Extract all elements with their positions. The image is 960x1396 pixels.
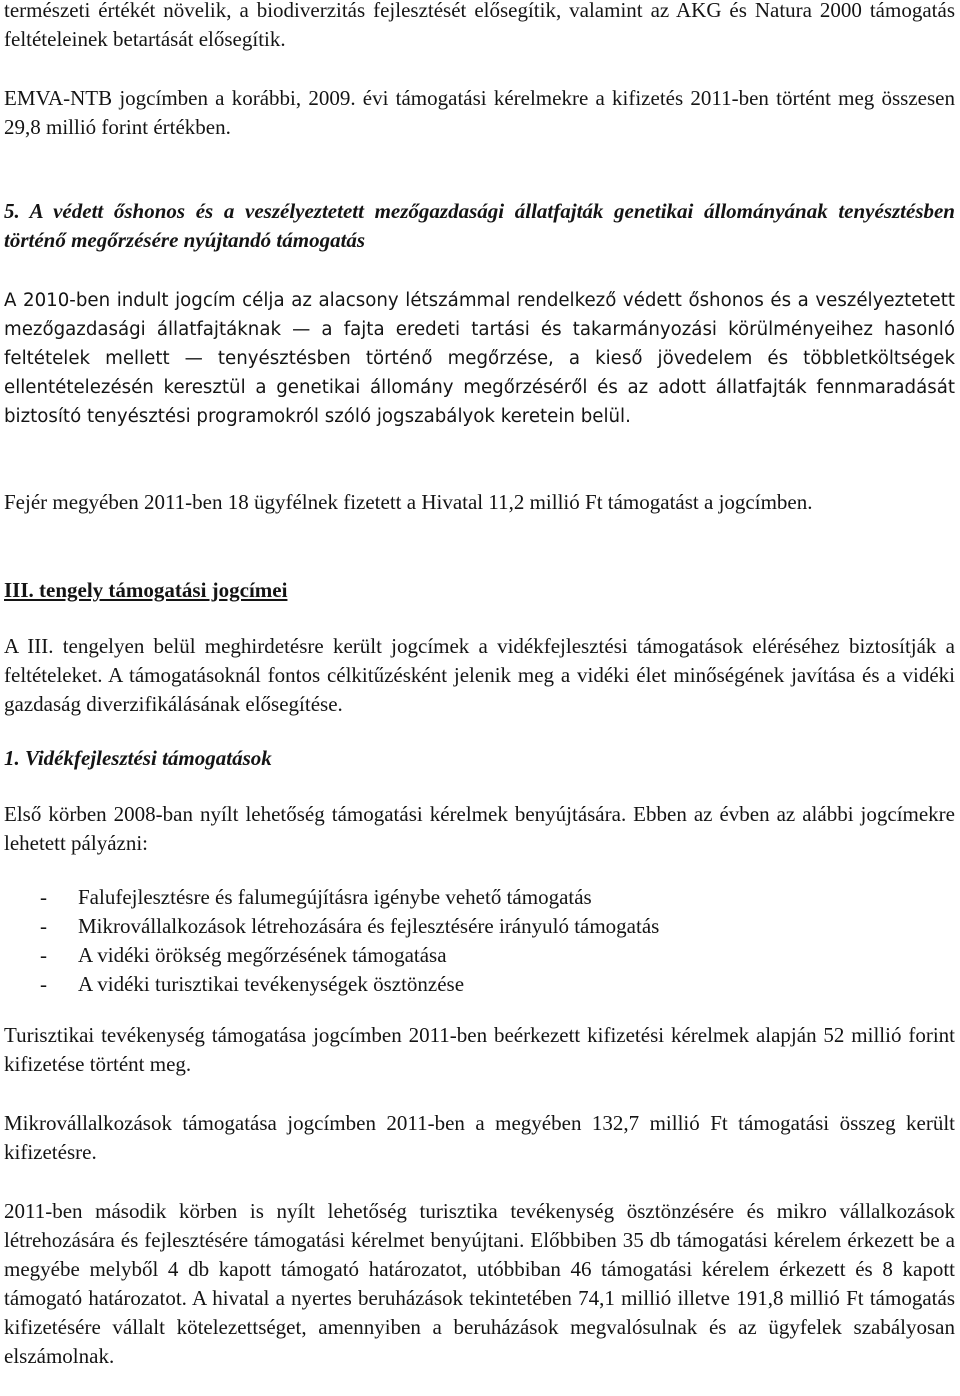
heading-videkfejlesztes: 1. Vidékfejlesztési támogatások (4, 746, 272, 770)
paragraph-natura-continuation: természeti értékét növelik, a biodiverzitás fejlesztését elősegítik, valamint az AKG és Natura 2000 támogatás feltételeinek betartását elősegítik. (4, 0, 955, 51)
list-item-text: Mikrovállalkozások létrehozására és fejlesztésére irányuló támogatás (78, 914, 660, 938)
paragraph-turisztikai: Turisztikai tevékenység támogatása jogcímben 2011-ben beérkezett kifizetési kérelmek alapján 52 millió forint kifizetése történt meg. (4, 1023, 955, 1076)
list-dash: - (40, 885, 47, 909)
paragraph-mikrovallalkozasok: Mikrovállalkozások támogatása jogcímben 2011-ben a megyében 132,7 millió Ft támogatási összeg került kifizetésre. (4, 1111, 955, 1164)
list-item (4, 912, 955, 941)
jogcim-list (4, 883, 955, 999)
list-dash: - (40, 914, 47, 938)
list-item-text: A vidéki örökség megőrzésének támogatása (78, 943, 447, 967)
heading-section-5: 5. A védett őshonos és a veszélyeztetett mezőgazdasági állatfajták genetikai állományának tenyésztésben történő megőrzésére nyújtandó támogatás (4, 199, 955, 252)
list-item (4, 941, 955, 970)
list-dash: - (40, 943, 47, 967)
paragraph-jogcim-2010: A 2010-ben indult jogcím célja az alacsony létszámmal rendelkező védett őshonos és a veszélyeztetett mezőgazdasági állatfajtáknak — a fajta eredeti tartási és takarmányozási körülményeihez hasonló feltételek mellett — tenyésztésben történő megőrzése, a kieső jövedelem és többletköltségek ellentételezésén keresztül a genetikai állomány megőrzéséről és az adott állatfajták fennmaradását biztosító tenyésztési programokról szóló jogszabályok keretein belül. (4, 290, 955, 427)
paragraph-elso-kor: Első körben 2008-ban nyílt lehetőség támogatási kérelmek benyújtására. Ebben az évben az alábbi jogcímekre lehetett pályázni: (4, 802, 955, 855)
paragraph-emva-ntb: EMVA-NTB jogcímben a korábbi, 2009. évi támogatási kérelmekre a kifizetés 2011-ben történt meg összesen 29,8 millió forint értékben. (4, 86, 955, 139)
list-dash: - (40, 972, 47, 996)
list-item (4, 970, 955, 999)
heading-iii-tengely: III. tengely támogatási jogcímei (4, 578, 288, 602)
paragraph-iii-tengely: A III. tengelyen belül meghirdetésre került jogcímek a vidékfejlesztési támogatások eléréséhez biztosítják a feltételeket. A támogatásoknál fontos célkitűzésként jelenik meg a vidéki élet minőségének javítása és a vidéki gazdaság diverzifikálásának elősegítése. (4, 634, 955, 716)
list-item (4, 883, 955, 912)
paragraph-masodik-kor: 2011-ben második körben is nyílt lehetőség turisztika tevékenység ösztönzésére és mikro vállalkozások létrehozására és fejlesztésére támogatási kérelmet benyújtani. Előbbiben 35 db támogatási kérelem érkezett be a megyébe melyből 4 db kapott támogató határozatot, utóbbiban 46 támogatási kérelem érkezett és 8 kapott támogató határozatot. A hivatal a nyertes beruházások tekintetében 74,1 millió illetve 191,8 millió Ft támogatás kifizetésére vállalt kötelezettséget, amennyiben a beruházások megvalósulnak és az ügyfelek szabályosan elszámolnak. (4, 1199, 955, 1368)
paragraph-fejer-megye: Fejér megyében 2011-ben 18 ügyfélnek fizetett a Hivatal 11,2 millió Ft támogatást a jogcímben. (4, 490, 813, 514)
list-item-text: Falufejlesztésre és falumegújításra igénybe vehető támogatás (78, 885, 592, 909)
list-item-text: A vidéki turisztikai tevékenységek ösztönzése (78, 972, 465, 996)
